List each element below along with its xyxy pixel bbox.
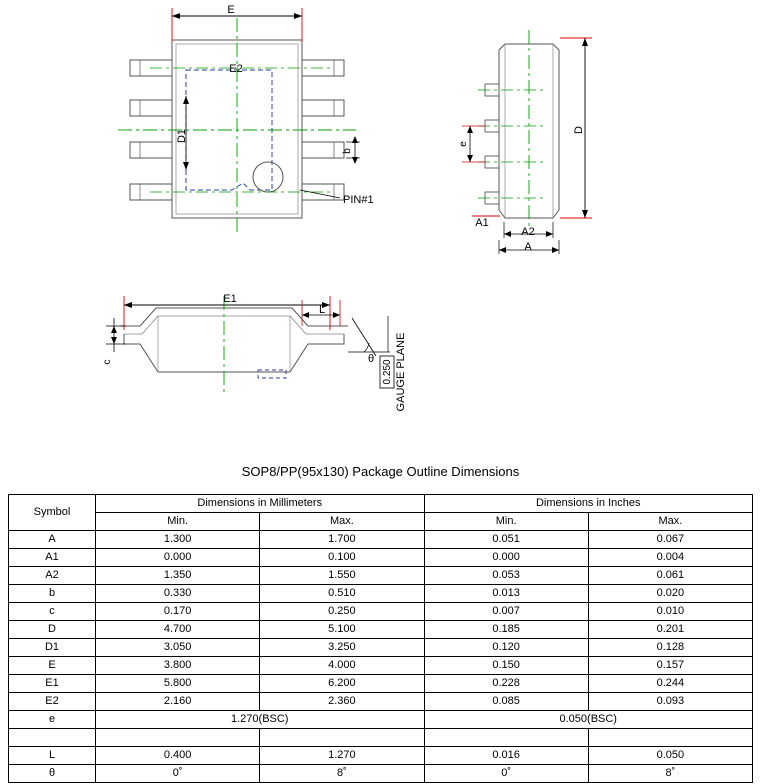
cell-symbol xyxy=(9,729,96,747)
cell-mm-min: 0˚ xyxy=(96,765,260,783)
cell-in-min: 0.016 xyxy=(424,747,588,765)
cell-in-max: 8˚ xyxy=(588,765,752,783)
dimensions-table-wrapper xyxy=(8,494,753,783)
cell-mm-max: 0.250 xyxy=(260,603,424,621)
cell-in-min: 0.051 xyxy=(424,531,588,549)
cell-mm-min: 4.700 xyxy=(96,621,260,639)
cell-in-min: 0˚ xyxy=(424,765,588,783)
table-row xyxy=(9,603,753,621)
cell-symbol: D xyxy=(9,621,96,639)
table-row xyxy=(9,675,753,693)
cell-symbol: b xyxy=(9,585,96,603)
header-mm-min: Min. xyxy=(96,513,260,531)
cell-mm-max xyxy=(260,729,424,747)
cell-in-min: 0.053 xyxy=(424,567,588,585)
cell-in-min: 0.085 xyxy=(424,693,588,711)
cell-in-min: 0.185 xyxy=(424,621,588,639)
header-mm-max: Max. xyxy=(260,513,424,531)
cell-in-max: 0.010 xyxy=(588,603,752,621)
cell-mm-max: 3.250 xyxy=(260,639,424,657)
cell-mm-max: 1.700 xyxy=(260,531,424,549)
side-view xyxy=(458,30,592,254)
cell-symbol: e xyxy=(9,711,96,729)
cell-symbol: E2 xyxy=(9,693,96,711)
cell-in-max: 0.061 xyxy=(588,567,752,585)
cell-in-min: 0.000 xyxy=(424,549,588,567)
cell-symbol: E xyxy=(9,657,96,675)
table-row xyxy=(9,747,753,765)
cell-mm-min: 3.800 xyxy=(96,657,260,675)
cell-mm-min: 0.000 xyxy=(96,549,260,567)
cell-in-max: 0.067 xyxy=(588,531,752,549)
label-e: e xyxy=(458,141,469,147)
cell-mm-min: 0.400 xyxy=(96,747,260,765)
label-c: c xyxy=(102,359,113,365)
cell-mm-max: 0.100 xyxy=(260,549,424,567)
header-group-mm: Dimensions in Millimeters xyxy=(96,495,425,513)
cell-in-min: 0.007 xyxy=(424,603,588,621)
label-gauge-tolerance: 0.250 xyxy=(382,359,393,385)
cell-in-max xyxy=(588,729,752,747)
cell-mm-max: 2.360 xyxy=(260,693,424,711)
dimensions-table xyxy=(8,494,753,783)
table-row xyxy=(9,693,753,711)
label-E: E xyxy=(227,4,235,16)
cell-in-max: 0.020 xyxy=(588,585,752,603)
cell-mm-max: 8˚ xyxy=(260,765,424,783)
table-row xyxy=(9,657,753,675)
cell-mm-max: 0.510 xyxy=(260,585,424,603)
label-A2: A2 xyxy=(521,226,535,238)
table-row xyxy=(9,639,753,657)
cell-in-max: 0.050 xyxy=(588,747,752,765)
label-A: A xyxy=(524,241,532,253)
label-D: D xyxy=(573,126,585,134)
cell-mm-min: 0.170 xyxy=(96,603,260,621)
header-symbol: Symbol xyxy=(9,495,96,531)
label-L: L xyxy=(318,304,326,316)
header-group-in: Dimensions in Inches xyxy=(424,495,753,513)
table-row xyxy=(9,531,753,549)
label-E2: E2 xyxy=(229,63,243,75)
cell-in-min: 0.120 xyxy=(424,639,588,657)
cell-mm-min: 5.800 xyxy=(96,675,260,693)
cell-mm-min: 1.350 xyxy=(96,567,260,585)
table-row xyxy=(9,765,753,783)
cell-mm-span: 1.270(BSC) xyxy=(96,711,425,729)
cell-symbol: A1 xyxy=(9,549,96,567)
cell-mm-max: 4.000 xyxy=(260,657,424,675)
header-in-min: Min. xyxy=(424,513,588,531)
label-pin1: PIN#1 xyxy=(343,194,374,206)
cell-mm-min: 1.300 xyxy=(96,531,260,549)
cell-mm-max: 1.550 xyxy=(260,567,424,585)
page-title: SOP8/PP(95x130) Package Outline Dimensions xyxy=(241,464,520,479)
cell-in-max: 0.201 xyxy=(588,621,752,639)
table-header-row-1 xyxy=(9,495,753,513)
cell-symbol: L xyxy=(9,747,96,765)
cell-symbol: A2 xyxy=(9,567,96,585)
label-b: b xyxy=(342,148,353,154)
label-gauge-plane: GAUGE PLANE xyxy=(395,332,407,412)
label-theta: θ xyxy=(368,353,375,365)
cell-in-span: 0.050(BSC) xyxy=(424,711,753,729)
cell-symbol: E1 xyxy=(9,675,96,693)
cell-symbol: D1 xyxy=(9,639,96,657)
cell-mm-max: 6.200 xyxy=(260,675,424,693)
top-view xyxy=(118,4,374,236)
cell-symbol: θ xyxy=(9,765,96,783)
table-row-span xyxy=(9,711,753,729)
cell-in-max: 0.157 xyxy=(588,657,752,675)
table-row-blank xyxy=(9,729,753,747)
table-row xyxy=(9,585,753,603)
front-view xyxy=(102,293,407,411)
cell-mm-min: 0.330 xyxy=(96,585,260,603)
cell-in-min: 0.228 xyxy=(424,675,588,693)
cell-mm-max: 1.270 xyxy=(260,747,424,765)
cell-in-max: 0.093 xyxy=(588,693,752,711)
header-in-max: Max. xyxy=(588,513,752,531)
table-row xyxy=(9,549,753,567)
cell-in-min: 0.150 xyxy=(424,657,588,675)
cell-mm-min: 3.050 xyxy=(96,639,260,657)
cell-mm-min: 2.160 xyxy=(96,693,260,711)
label-D1: D1 xyxy=(176,128,188,144)
cell-in-min xyxy=(424,729,588,747)
cell-in-min: 0.013 xyxy=(424,585,588,603)
label-A1: A1 xyxy=(475,217,489,229)
table-row xyxy=(9,567,753,585)
cell-mm-max: 5.100 xyxy=(260,621,424,639)
cell-in-max: 0.004 xyxy=(588,549,752,567)
table-header-row-2 xyxy=(9,513,753,531)
cell-mm-min xyxy=(96,729,260,747)
cell-symbol: A xyxy=(9,531,96,549)
label-E1: E1 xyxy=(223,293,237,305)
cell-in-max: 0.244 xyxy=(588,675,752,693)
table-row xyxy=(9,621,753,639)
cell-in-max: 0.128 xyxy=(588,639,752,657)
cell-symbol: c xyxy=(9,603,96,621)
